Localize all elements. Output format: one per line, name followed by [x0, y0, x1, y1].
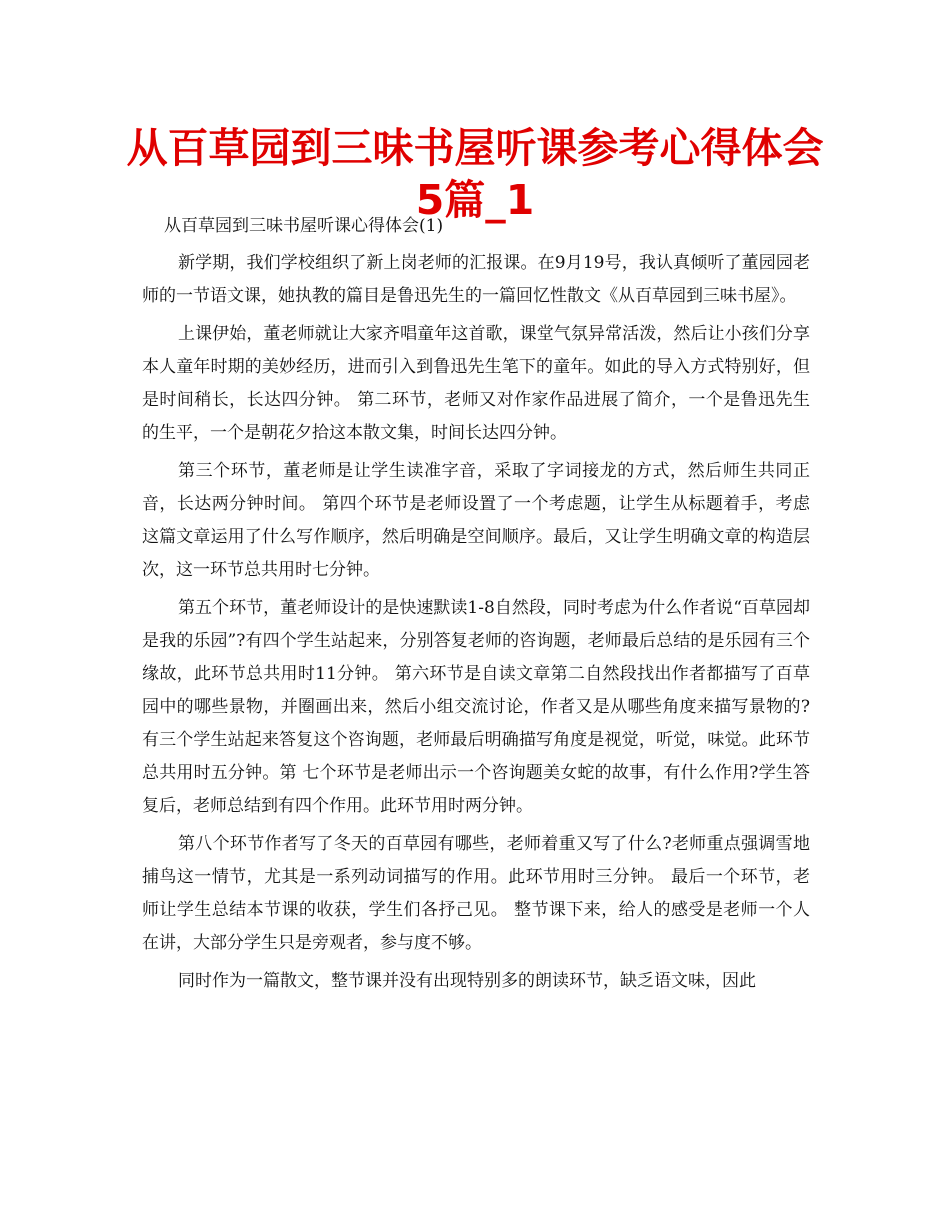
- document-body: [142, 210, 810, 1003]
- document-title: 从百草园到三味书屋听课参考心得体会5篇_1: [126, 124, 824, 224]
- paragraph-2: 上课伊始，董老师就让大家齐唱童年这首歌，课堂气氛异常活泼，然后让小孩们分享本人童年时期的美妙经历，进而引入到鲁迅先生笔下的童年。如此的导入方式特别好，但是时间稍长，长达四分钟。 第二环节，老师又对作家作品进展了简介，一个是鲁迅先生的生平，一个是朝花夕拾这本散文集，时间长达四分钟。: [142, 324, 810, 443]
- paragraph-5: 第八个环节作者写了冬天的百草园有哪些，老师着重又写了什么?老师重点强调雪地捕鸟这一情节，尤其是一系列动词描写的作用。此环节用时三分钟。 最后一个环节，老师让学生总结本节课的收获，学生们各抒己见。 整节课下来，给人的感受是老师一个人在讲，大部分学生只是旁观者，参与度不够。: [142, 834, 810, 953]
- section-subheading: 从百草园到三味书屋听课心得体会(1): [164, 216, 444, 236]
- paragraph-3: 第三个环节，董老师是让学生读准字音，采取了字词接龙的方式，然后师生共同正音，长达两分钟时间。 第四个环节是老师设置了一个考虑题，让学生从标题着手，考虑这篇文章运用了什么写作顺序，然后明确是空间顺序。最后，又让学生明确文章的构造层次，这一环节总共用时七分钟。: [142, 461, 810, 580]
- paragraph-6: 同时作为一篇散文，整节课并没有出现特别多的朗读环节，缺乏语文味，因此: [178, 971, 756, 991]
- paragraph-1: 新学期，我们学校组织了新上岗老师的汇报课。在9月19号，我认真倾听了董园园老师的一节语文课，她执教的篇目是鲁迅先生的一篇回忆性散文《从百草园到三味书屋》。: [142, 253, 810, 306]
- paragraph-4: 第五个环节，董老师设计的是快速默读1-8自然段，同时考虑为什么作者说“百草园却是我的乐园”?有四个学生站起来，分别答复老师的咨询题，老师最后总结的是乐园有三个缘故，此环节总共用时11分钟。 第六环节是自读文章第二自然段找出作者都描写了百草园中的哪些景物，并圈画出来，然后小组交流讨论，作者又是从哪些角度来描写景物的?有三个学生站起来答复这个咨询题，老师最后明确描写角度是视觉，听觉，味觉。此环节总共用时五分钟。第 七个环节是老师出示一个咨询题美女蛇的故事，有什么作用?学生答复后，老师总结到有四个作用。此环节用时两分钟。: [142, 598, 810, 816]
